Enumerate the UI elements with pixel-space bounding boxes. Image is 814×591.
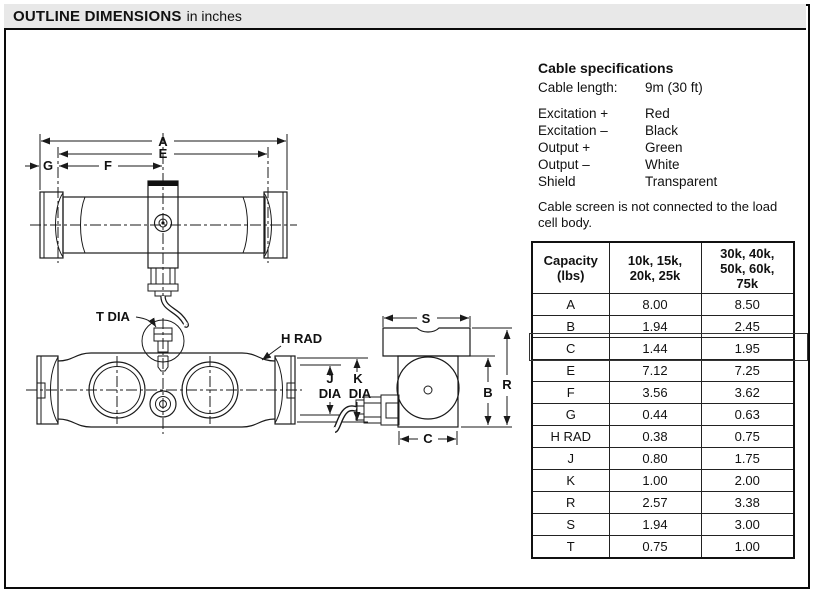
value-cell: 2.57 xyxy=(609,492,701,514)
wire-label: Shield xyxy=(538,174,576,189)
dim-label-s: S xyxy=(421,311,431,326)
value-cell: 3.56 xyxy=(609,382,701,404)
value-cell: 8.00 xyxy=(609,294,701,316)
wire-label: Excitation – xyxy=(538,123,608,138)
dim-label-j-dia: DIA xyxy=(318,386,342,401)
wire-color: Green xyxy=(645,140,683,155)
dim-cell: A xyxy=(532,294,609,316)
dim-label-c: C xyxy=(423,431,433,446)
dim-cell: J xyxy=(532,448,609,470)
table-row xyxy=(532,294,794,316)
dimension-table xyxy=(531,241,795,559)
value-cell: 0.63 xyxy=(701,404,794,426)
wire-row xyxy=(538,156,800,173)
value-cell: 8.50 xyxy=(701,294,794,316)
value-cell: 1.94 xyxy=(609,514,701,536)
dim-label-h-rad: H RAD xyxy=(281,331,323,346)
wire-row xyxy=(538,105,800,122)
wire-row xyxy=(538,139,800,156)
table-row xyxy=(532,404,794,426)
dim-label-k-dia: DIA xyxy=(348,386,372,401)
value-cell: 2.00 xyxy=(701,470,794,492)
value-cell: 1.00 xyxy=(609,470,701,492)
dim-label-t-dia: T DIA xyxy=(96,309,130,324)
table-row xyxy=(532,536,794,559)
dim-cell: H RAD xyxy=(532,426,609,448)
value-cell: 0.80 xyxy=(609,448,701,470)
value-cell: 1.00 xyxy=(701,536,794,559)
dim-label-b: B xyxy=(483,385,493,400)
value-cell: 1.75 xyxy=(701,448,794,470)
value-cell: 2.45 xyxy=(701,316,794,338)
value-cell: 3.00 xyxy=(701,514,794,536)
dim-label-e: E xyxy=(158,146,168,161)
value-cell: 7.12 xyxy=(609,360,701,382)
value-cell: 1.44 xyxy=(609,338,701,360)
dim-label-r: R xyxy=(502,377,512,392)
wire-row xyxy=(538,122,800,139)
wire-row xyxy=(538,173,800,190)
cable-length-label: Cable length: xyxy=(538,80,618,95)
wire-label: Excitation + xyxy=(538,106,609,121)
wire-color: White xyxy=(645,157,680,172)
value-cell: 3.38 xyxy=(701,492,794,514)
dim-label-g: G xyxy=(42,158,54,173)
cable-specs-heading: Cable specifications xyxy=(538,60,674,76)
page-title: OUTLINE DIMENSIONS xyxy=(13,7,182,25)
cable-length-value: 9m (30 ft) xyxy=(645,80,703,95)
wire-color: Transparent xyxy=(645,174,718,189)
dim-label-f: F xyxy=(104,158,112,173)
side-view-drawing xyxy=(25,133,297,325)
table-row xyxy=(532,514,794,536)
value-cell: 0.75 xyxy=(701,426,794,448)
value-cell: 3.62 xyxy=(701,382,794,404)
table-row xyxy=(532,448,794,470)
table-row xyxy=(532,492,794,514)
table-row xyxy=(532,360,794,382)
wire-label: Output + xyxy=(538,140,591,155)
dim-cell: S xyxy=(532,514,609,536)
dim-cell: K xyxy=(532,470,609,492)
plan-view-drawing xyxy=(26,309,372,434)
table-row xyxy=(532,426,794,448)
dim-cell: E xyxy=(532,360,609,382)
dim-label-a: A xyxy=(158,134,168,149)
wire-color: Red xyxy=(645,106,670,121)
value-cell: 7.25 xyxy=(701,360,794,382)
table-header-row xyxy=(532,242,794,294)
dim-cell: G xyxy=(532,404,609,426)
dim-cell: R xyxy=(532,492,609,514)
value-cell: 1.94 xyxy=(609,316,701,338)
wire-color: Black xyxy=(645,123,679,138)
dim-label-j: J xyxy=(326,371,334,386)
dim-cell: B xyxy=(532,316,609,338)
page-title-suffix: in inches xyxy=(186,8,242,24)
header-capacity: Capacity (lbs) xyxy=(532,242,609,294)
table-row xyxy=(532,470,794,492)
cable-note: Cable screen is not connected to the load cell body. xyxy=(538,199,778,230)
header-large-capacities: 30k, 40k, 50k, 60k, 75k xyxy=(701,242,794,294)
table-row xyxy=(532,316,794,338)
value-cell: 0.44 xyxy=(609,404,701,426)
dim-label-k: K xyxy=(353,371,363,386)
cable-length-row xyxy=(538,79,800,96)
dim-cell: C xyxy=(532,338,609,360)
header-small-capacities: 10k, 15k, 20k, 25k xyxy=(609,242,701,294)
value-cell: 0.75 xyxy=(609,536,701,559)
dim-cell: T xyxy=(532,536,609,559)
value-cell: 1.95 xyxy=(701,338,794,360)
table-row xyxy=(532,382,794,404)
wire-label: Output – xyxy=(538,157,590,172)
value-cell: 0.38 xyxy=(609,426,701,448)
cable-specifications xyxy=(538,60,800,231)
dim-cell: F xyxy=(532,382,609,404)
table-row xyxy=(532,338,794,360)
